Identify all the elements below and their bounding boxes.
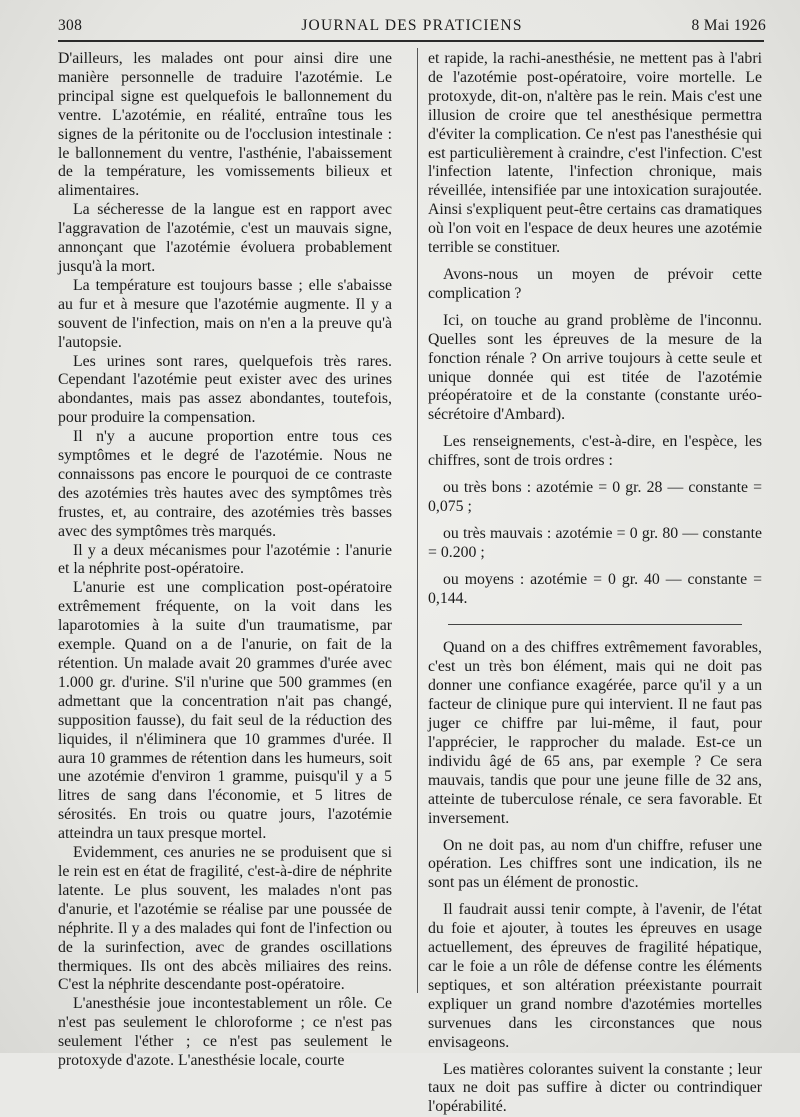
paragraph-gap bbox=[428, 258, 762, 266]
header-rule bbox=[58, 40, 764, 42]
paragraph-gap bbox=[428, 517, 762, 525]
issue-date: 8 Mai 1926 bbox=[692, 17, 766, 35]
journal-title: JOURNAL DES PRATICIENS bbox=[58, 17, 766, 35]
paragraph: Il n'y a aucune proportion entre tous ces symptômes et le degré de l'azotémie. Nous ne connaissons pas encore le pourquoi de ce contraste des azotémies très hautes avec des symptômes très frustes, et, au contraire, des azotémies très basses avec des symptômes très marqués. bbox=[58, 428, 392, 541]
paragraph-gap bbox=[428, 1053, 762, 1061]
paragraph: La sécheresse de la langue est en rapport avec l'aggravation de l'azotémie, c'est un mauvais signe, annonçant que l'azotémie évoluera probablement jusqu'à la mort. bbox=[58, 201, 392, 277]
paragraph: Les renseignements, c'est-à-dire, en l'espèce, les chiffres, sont de trois ordres : bbox=[428, 433, 762, 471]
paragraph: L'anesthésie joue incontestablement un rôle. Ce n'est pas seulement le chloroforme ; ce n'est pas seulement l'éther ; ce n'est pas seulement le protoxyde d'azote. L'anesthésie locale, courte bbox=[58, 995, 392, 1071]
page-number: 308 bbox=[58, 17, 82, 35]
page-header bbox=[58, 14, 766, 38]
paragraph: Il faudrait aussi tenir compte, à l'avenir, de l'état du foie et ajouter, à toutes les épreuves en usage actuellement, des épreuves de fragilité hépatique, car le foie a un rôle de défense contre les éléments septiques, et son altération préexistante pourrait expliquer un grand nombre d'azotémies mortelles survenues dans les circonstances que nous envisageons. bbox=[428, 901, 762, 1052]
right-column bbox=[428, 50, 762, 1117]
paragraph: L'anurie est une complication post-opératoire extrêmement fréquente, on la voit dans les laparotomies à la suite d'un traumatisme, par exemple. Quand on a de l'anurie, on fait de la rétention. Un malade avait 20 grammes d'urée avec 1.000 gr. d'urine. S'il n'urine que 500 grammes (en admettant que la concentration n'ait pas changé, supposition fausse), du fait seul de la réduction des liquides, il n'éliminera que 10 grammes d'urée. Il aura 10 grammes de rétention dans les humeurs, soit une azotémie d'environ 1 gramme, puisqu'il y a 5 litres de sang dans l'économie, et 5 litres de sérosités. En trois ou quatre jours, l'azotémie atteindra un taux presque mortel. bbox=[58, 579, 392, 844]
paragraph-gap bbox=[428, 304, 762, 312]
values-line: ou très mauvais : azotémie = 0 gr. 80 — constante = 0.200 ; bbox=[428, 525, 762, 563]
paragraph-gap bbox=[428, 563, 762, 571]
paragraph: D'ailleurs, les malades ont pour ainsi dire une manière personnelle de traduire l'azotémie. Le principal signe est quelquefois le ballonnement du ventre. L'azotémie, en réalité, entraîne tous les signes de la péritonite ou de l'occlusion intestinale : le ballonnement du ventre, l'asthénie, l'abaissement de la température, les vomissements bilieux et alimentaires. bbox=[58, 50, 392, 201]
values-line: ou très bons : azotémie = 0 gr. 28 — constante = 0,075 ; bbox=[428, 479, 762, 517]
paragraph: Quand on a des chiffres extrêmement favorables, c'est un très bon élément, mais qui ne doit pas donner une confiance exagérée, parce qu'il y a un facteur de clinique pure qui intervient. Il ne faut pas juger ce chiffre par lui-même, il faut, pour l'apprécier, le rapprocher du malade. Est-ce un individu âgé de 65 ans, par exemple ? Ce sera mauvais, tandis que pour une jeune fille de 32 ans, atteinte de tuberculose rénale, ce sera favorable. Et inversement. bbox=[428, 639, 762, 828]
section-separator bbox=[448, 624, 742, 625]
paragraph: Ici, on touche au grand problème de l'inconnu. Quelles sont les épreuves de la mesure de la fonction rénale ? On arrive toujours à cette seule et unique donnée qui est titée de l'azotémie préopératoire et de la constante (constante uréo-sécrétoire d'Ambard). bbox=[428, 312, 762, 425]
left-column bbox=[58, 50, 392, 1071]
paragraph: et rapide, la rachi-anesthésie, ne mettent pas à l'abri de l'azotémie post-opératoire, voire mortelle. Le protoxyde, dit-on, n'altère pas le rein. Mais c'est une illusion de croire que tel anesthésique permettra d'éviter la complication. Ce n'est pas l'anesthésie qui est particulièrement à craindre, c'est l'infection. C'est l'infection latente, l'infection chronique, mais réveillée, intensifiée par une intoxication surajoutée. Ainsi s'expliquent peut-être certains cas dramatiques où l'on voit en l'espace de deux heures une azotémie terrible se constituer. bbox=[428, 50, 762, 258]
column-divider bbox=[417, 48, 418, 993]
paragraph-gap bbox=[428, 471, 762, 479]
paragraph: Avons-nous un moyen de prévoir cette complication ? bbox=[428, 266, 762, 304]
paragraph: La température est toujours basse ; elle s'abaisse au fur et à mesure que l'azotémie augmente. Il y a souvent de l'infection, mais on n'en a la preuve qu'à l'autopsie. bbox=[58, 277, 392, 353]
paragraph-gap bbox=[428, 893, 762, 901]
paragraph-gap bbox=[428, 425, 762, 433]
paragraph: Les urines sont rares, quelquefois très rares. Cependant l'azotémie peut exister avec des urines abondantes, mais pas assez abondantes, toutefois, pour produire la compensation. bbox=[58, 353, 392, 429]
paragraph: On ne doit pas, au nom d'un chiffre, refuser une opération. Les chiffres sont une indication, ils ne sont pas un élément de pronostic. bbox=[428, 837, 762, 894]
paragraph-gap bbox=[428, 829, 762, 837]
paragraph: Les matières colorantes suivent la constante ; leur taux ne doit pas suffire à dicter ou contrindiquer l'opérabilité. bbox=[428, 1061, 762, 1117]
paragraph: Il y a deux mécanismes pour l'azotémie : l'anurie et la néphrite post-opératoire. bbox=[58, 542, 392, 580]
values-line: ou moyens : azotémie = 0 gr. 40 — constante = 0,144. bbox=[428, 571, 762, 609]
paragraph: Evidemment, ces anuries ne se produisent que si le rein est en état de fragilité, c'est-à-dire de néphrite latente. Le plus souvent, les malades n'ont pas d'anurie, et l'azotémie se réalise par une poussée de néphrite. Il y a des malades qui font de l'infection ou de la surinfection, avec de grandes oscillations thermiques. Ils ont des abcès miliaires des reins. C'est la néphrite descendante post-opératoire. bbox=[58, 844, 392, 995]
